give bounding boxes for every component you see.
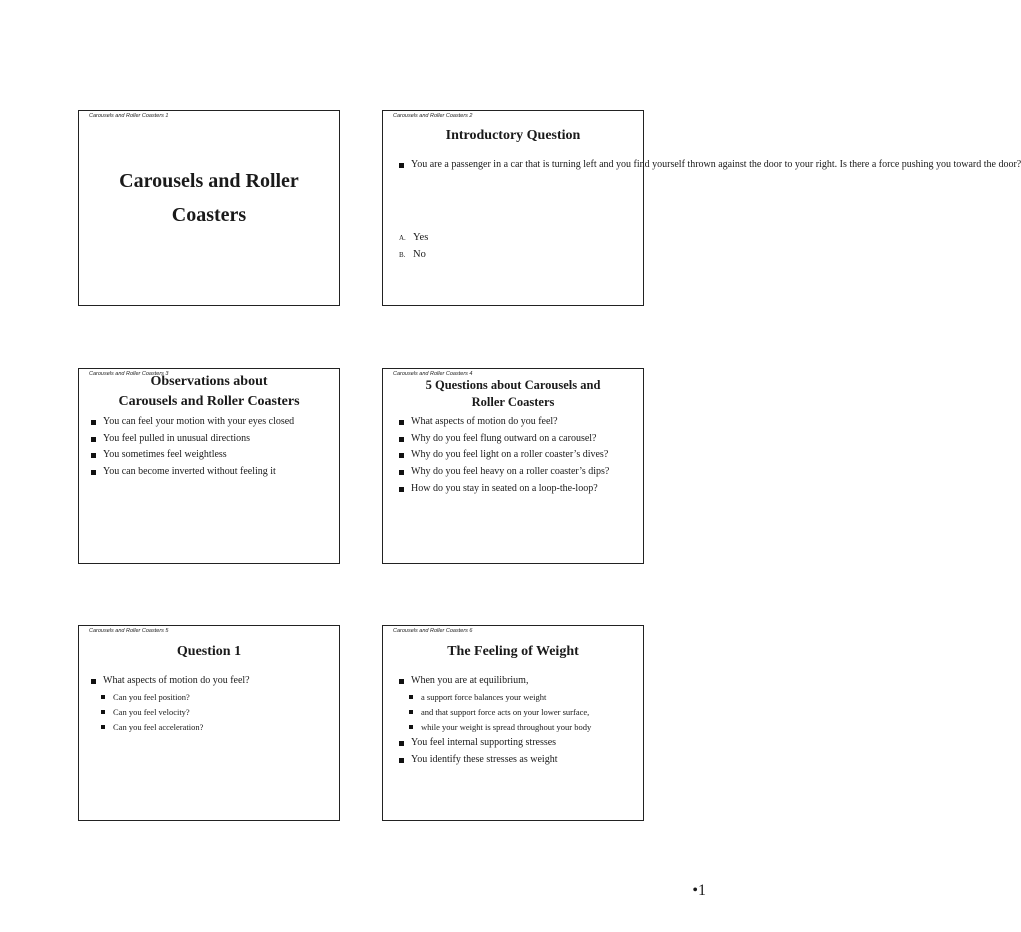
list-item-text: You identify these stresses as weight (411, 754, 558, 766)
slide-header: Carousels and Roller Coasters 3 (89, 371, 169, 377)
slide-2 (382, 110, 1021, 306)
option-b (399, 249, 426, 260)
list-item (397, 447, 609, 464)
bullet-square-icon (91, 470, 96, 475)
slide-5 (78, 625, 340, 821)
slide-title-line-2: Roller Coasters (471, 395, 555, 409)
bullet-square-icon (91, 420, 96, 425)
sub-list-item (89, 705, 250, 720)
slide-header: Carousels and Roller Coasters 6 (393, 628, 473, 634)
list-item-text: What aspects of motion do you feel? (411, 416, 558, 427)
observation-list (89, 414, 294, 481)
list-item (397, 752, 591, 769)
list-item (397, 673, 591, 690)
bullet-square-icon (91, 679, 96, 684)
bullet-square-icon (399, 741, 404, 746)
list-item-text: When you are at equilibrium, (411, 675, 529, 686)
list-item-text: while your weight is spread throughout your body (421, 722, 592, 733)
slide-title (79, 164, 339, 232)
option-letter: A. (399, 234, 406, 242)
bullet-square-icon (409, 725, 413, 729)
bullet-square-icon (399, 679, 404, 684)
sub-list-item (397, 705, 591, 720)
slide-1 (78, 110, 340, 306)
bullet-square-icon (101, 725, 105, 729)
slide-title: Introductory Question (445, 128, 581, 143)
list-item-text: You sometimes feel weightless (103, 449, 227, 461)
sub-list-item (397, 720, 591, 735)
questions-list (397, 414, 609, 498)
bullet-square-icon (409, 710, 413, 714)
list-item (397, 157, 1021, 174)
list-item-text: You can become inverted without feeling it (103, 466, 276, 478)
list-item (397, 431, 609, 448)
slide-6 (382, 625, 644, 821)
list-item-text: You can feel your motion with your eyes closed (103, 416, 295, 427)
list-item (89, 464, 294, 481)
list-item (89, 414, 294, 431)
list-item-text: a support force balances your weight (421, 691, 547, 702)
list-item-text: Can you feel velocity? (113, 706, 190, 717)
slide-title (383, 377, 643, 411)
list-item-text: You feel pulled in unusual directions (103, 432, 251, 444)
slide-title (79, 372, 339, 412)
slide-3 (78, 368, 340, 564)
list-item (397, 464, 609, 481)
question-text: You are a passenger in a car that is turning left and you find yourself thrown against the door to your right. Is there a force pushing you toward the door? (411, 159, 1021, 170)
list-item-text: Can you feel acceleration? (113, 722, 204, 733)
option-a (399, 232, 428, 243)
question-list (397, 157, 1021, 174)
list-item-text: Can you feel position? (113, 691, 190, 702)
bullet-square-icon (399, 420, 404, 425)
slide-4 (382, 368, 644, 564)
page-number: •1 (692, 882, 706, 899)
slide-header: Carousels and Roller Coasters 2 (393, 113, 473, 119)
option-text: Yes (413, 232, 429, 243)
list-item-text: Why do you feel heavy on a roller coaster’s dips? (411, 466, 610, 478)
weight-list (397, 673, 591, 769)
list-item (89, 673, 250, 690)
bullet-square-icon (399, 437, 404, 442)
bullet-square-icon (399, 470, 404, 475)
bullet-square-icon (101, 695, 105, 699)
bullet-square-icon (91, 453, 96, 458)
list-item-text: How do you stay in seated on a loop-the-loop? (411, 482, 598, 494)
list-item (397, 414, 609, 431)
slide-title: Question 1 (176, 644, 242, 659)
option-text: No (413, 249, 426, 260)
slide-header: Carousels and Roller Coasters 5 (89, 628, 169, 634)
bullet-square-icon (399, 487, 404, 492)
slide-title-line-1: 5 Questions about Carousels and (425, 378, 601, 392)
bullet-square-icon (399, 758, 404, 763)
slide-title-line-2: Carousels and Roller Coasters (118, 394, 300, 409)
bullet-square-icon (399, 453, 404, 458)
list-item (89, 447, 294, 464)
sub-list-item (89, 690, 250, 705)
bullet-square-icon (399, 163, 404, 168)
slide-title-line-2: Coasters (171, 204, 247, 226)
slide-title: The Feeling of Weight (447, 644, 579, 659)
bullet-square-icon (101, 710, 105, 714)
sub-list-item (397, 690, 591, 705)
list-item (397, 481, 609, 498)
slide-title-line-1: Carousels and Roller (119, 170, 299, 192)
list-item-text: You feel internal supporting stresses (411, 737, 557, 749)
list-item (89, 431, 294, 448)
question-1-list (89, 673, 250, 735)
slide-title-line-1: Observations about (150, 374, 268, 389)
slide-header: Carousels and Roller Coasters 4 (393, 371, 473, 377)
slide-header: Carousels and Roller Coasters 1 (89, 113, 169, 119)
list-item (397, 735, 591, 752)
option-letter: B. (399, 251, 406, 259)
bullet-square-icon (91, 437, 96, 442)
list-item-text: and that support force acts on your lower surface, (421, 706, 590, 717)
bullet-square-icon (409, 695, 413, 699)
sub-list-item (89, 720, 250, 735)
list-item-text: Why do you feel flung outward on a carousel? (411, 432, 597, 444)
list-item-text: Why do you feel light on a roller coaster’s dives? (411, 449, 609, 461)
list-item-text: What aspects of motion do you feel? (103, 675, 250, 686)
